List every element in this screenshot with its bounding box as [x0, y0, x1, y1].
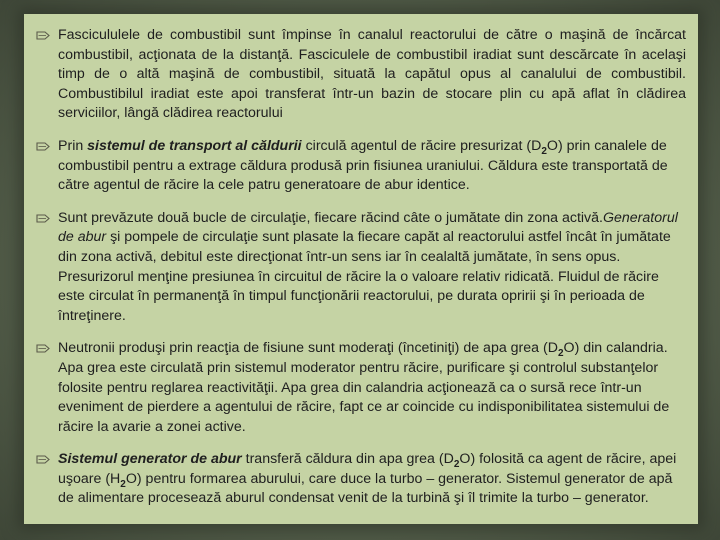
- subscript: 2: [453, 459, 460, 471]
- bullet-item-3: [28, 209, 686, 327]
- content-panel: [24, 14, 698, 524]
- bullet-item-4: [28, 339, 686, 437]
- bullet-text: O) prin canalele de combustibil pentru a extrage căldura produsă prin fisiunea uraniului. Căldura este transportată de către agentul de răcire la cele patru generatoare de abur identice.: [58, 137, 668, 194]
- bullet-text: O) pentru formarea aburului, care duce la turbo – generator. Sistemul generator de apă de alimentare procesează aburul condensat venit de la turbină şi îl trimite la turbo – generator.: [58, 470, 673, 507]
- bullet-item-5: [28, 450, 686, 509]
- emphasis-text: Sistemul generator de abur: [58, 451, 242, 468]
- bullet-item-1: [28, 26, 686, 124]
- bullet-text: Fascicululele de combustibil sunt împinse în canalul reactorului de către o maşină de încărcat combustibil, acţionata de la distanţă. Fasciculele de combustibil iradiat sunt descărcate în acelaşi timp de o altă maşină de combustibil, situată la capătul opus al canalului de combustibil. Combustibilul iradiat este apoi transferat într-un bazin de stocare plin cu apă aflat în clădirea serviciilor, lângă clădirea reactorului: [58, 27, 686, 122]
- bullet-list: [24, 14, 698, 509]
- bullet-arrow-icon: [36, 213, 50, 224]
- bullet-text: circulă agentul de răcire presurizat (D: [301, 137, 542, 154]
- bullet-text: transferă căldura din apa grea (D: [241, 451, 454, 468]
- bullet-arrow-icon: [36, 30, 50, 41]
- bullet-text: Neutronii produşi prin reacţia de fisiune sunt moderaţi (încetiniţi) de apa grea (D: [58, 340, 558, 357]
- bullet-text: O) folosită ca agent de răcire, apei uşoare (H: [58, 451, 677, 487]
- bullet-text: Prin: [58, 137, 88, 154]
- bullet-arrow-icon: [36, 141, 50, 152]
- italic-text: Generatorul de abur: [58, 209, 678, 246]
- subscript: 2: [120, 478, 126, 490]
- bullet-text: O) din calandria. Apa grea este circulată prin sistemul moderator pentru răcire, purificare şi controlul substanţelor folosite pentru reglarea reactivităţii. Apa grea din calandria acţionează ca o sursă rece într-un eveniment de pierdere a agentului de răcire, fapt ce ar coincide cu indisponibilitatea sistemului de răcire la avarie a zonei active.: [58, 340, 670, 435]
- subscript: 2: [541, 145, 547, 157]
- bullet-item-2: [28, 137, 686, 196]
- bullet-arrow-icon: [36, 454, 50, 465]
- subscript: 2: [557, 348, 564, 360]
- bullet-text: şi pompele de circulaţie sunt plasate la fiecare capăt al reactorului astfel încât în jumătate din zona activă, debitul este direcţionat într-un sens iar în cealaltă jumătate, în sens opus. Presurizorul menţine presiunea în circuitul de răcire la o valoare relativ ridicată. Fluidul de răcire este circulat în permanenţă în timpul funcţionării reactorului, pe durata opririi şi în perioada de întreţinere.: [58, 229, 671, 324]
- bullet-text: Sunt prevăzute două bucle de circulaţie, fiecare răcind câte o jumătate din zona activă.: [58, 209, 603, 226]
- bullet-arrow-icon: [36, 343, 50, 354]
- emphasis-text: sistemul de transport al căldurii: [87, 137, 302, 154]
